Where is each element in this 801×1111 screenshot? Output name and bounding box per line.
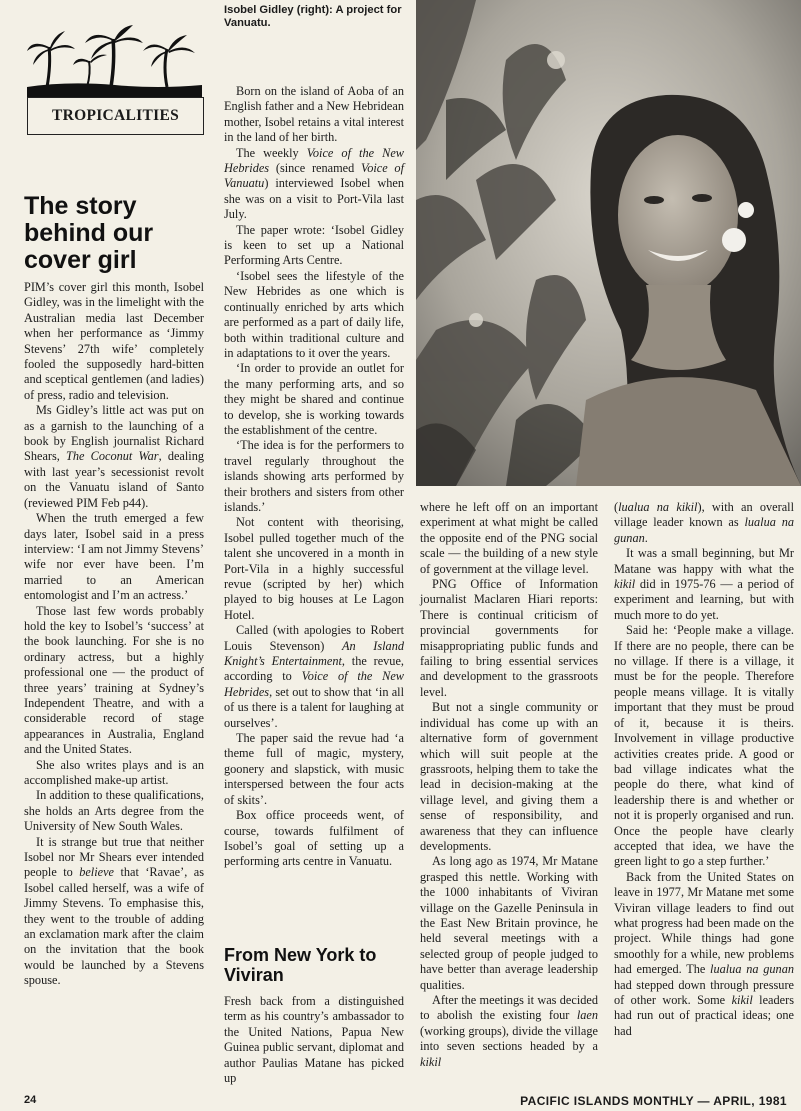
paragraph: Back from the United States on leave in 1977, Mr Matane met some Viviran village leaders to find out what progress had been made on the project. While things had gone smoothly for a while, new problems had emerged. The lualua na gunan had stepped down through pressure of other work. Some kikil leaders had run out of practical ideas; one had [614,869,794,1038]
palm-trees-icon [27,25,202,97]
story-headline-new-york: From New York to Viviran [224,945,377,985]
paragraph: Box office proceeds went, of course, towards fulfilment of Isobel’s goal of setting up a performing arts centre in Vanuatu. [224,808,404,869]
section-label-box [27,97,204,135]
story2-column-4 [614,500,794,1039]
paragraph: Not content with theorising, Isobel pulled together much of the talent she uncovered in a month in Port-Vila in a highly successful revue (scripted by her) which played to big houses at Le Lagon Hotel. [224,515,404,622]
paragraph: Those last few words probably hold the key to Isobel’s ‘success’ at the book launching. For she is no ordinary actress, but a highly professional one — the product of three years’ training at Sydney’s Independent Theatre, and with a considerable record of stage appearances in Australia, England and the United States. [24,603,204,757]
story-column-1 [24,280,204,989]
story2-column-3 [420,500,598,1070]
paragraph: She also writes plays and is an accomplished make-up artist. [24,757,204,787]
story2-column-2 [224,994,404,1086]
paragraph: When the truth emerged a few days later, Isobel said in a press interview: ‘I am not Jimmy Stevens’ wife nor ever have been. I’m married to an American entomologist and I’m an actress.’ [24,511,204,603]
paragraph: Said he: ‘People make a village. If there are no people, there can be no village. If there is a village, it must be for the people. Therefore people means village. It is vitally important that they must be proud of it, because it is theirs. Involvement in village productive activities creates pride. A good or bad village indicates what the people do there, what kind of leadership there is and whether or not it is properly organised and run. Once the people have clearly accepted that idea, we have the green light to go a step further.’ [614,623,794,869]
paragraph: PIM’s cover girl this month, Isobel Gidley, was in the limelight with the Australian media last December when her performance as ‘Jimmy Stevens’ 27th wife’ completely fooled the supposedly hard-bitten and sceptical gentlemen (and ladies) of press, radio and television. [24,280,204,402]
cover-girl-photo [416,0,801,486]
paragraph: In addition to these qualifications, she holds an Arts degree from the University of New South Wales. [24,788,204,834]
paragraph: The paper said the revue had ‘a theme full of magic, mystery, goonery and slapstick, with music interspersed between the four acts of skits’. [224,731,404,807]
paragraph: Ms Gidley’s little act was put on as a garnish to the launching of a book by English journalist Richard Shears, The Coconut War, dealing with last year’s secessionist revolt on the Vanuatu island of Santo (reviewed PIM Feb p44). [24,403,205,510]
story-column-2 [224,84,404,870]
paragraph: ‘Isobel sees the lifestyle of the New Hebrides as one which is continually enriched by arts which are performed as a part of daily life, both within traditional culture and in adaptations to it over the years. [224,268,404,360]
publication-line: PACIFIC ISLANDS MONTHLY — APRIL, 1981 [520,1094,787,1108]
paragraph: It is strange but true that neither Isobel nor Mr Shears ever intended people to believe that ‘Ravae’, as Isobel called herself, was a wife of Jimmy Stevens. To emphasise this, they went to the trouble of adding an exclamation mark after the claim on the invitation that the book would be launched by a Stevens spouse. [24,834,204,988]
paragraph: Born on the island of Aoba of an English father and a New Hebridean mother, Isobel retains a vital interest in the land of her birth. [224,84,404,145]
page-number: 24 [24,1094,37,1106]
paragraph: But not a single community or individual has come up with an alternative form of government which will suit people at the grassroots, helping them to take the lead in decision-making at the village level, and giving them a sense of responsibility, and awareness that they can influence developments. [420,700,598,853]
paragraph: As long ago as 1974, Mr Matane grasped this nettle. Working with the 1000 inhabitants of Viviran village on the Gazelle Peninsula in the East New Britain province, he held several meetings with a selected group of people judged to have better than average leadership qualities. [420,854,598,992]
paragraph: It was a small beginning, but Mr Matane was happy with what the kikil did in 1975-76 — a period of experiment and learning, but with much more to do yet. [614,546,794,622]
paragraph: PNG Office of Information journalist Maclaren Hiari reports: There is continual criticism of provincial governments for misappropriating public funds and failing to bring essential services and development to the grassroots level. [420,577,598,699]
photo-caption: Isobel Gidley (right): A project for Vanuatu. [224,4,402,29]
paragraph: ‘The idea is for the performers to travel regularly throughout the islands showing arts performed by their brothers and sisters from other islands.’ [224,438,404,514]
tropicalities-logo [27,25,204,137]
paragraph: Called (with apologies to Robert Louis Stevenson) An Island Knight’s Entertainment, the revue, according to Voice of the New Hebrides, set out to show that ‘in all of us there is a talent for laughing at ourselves’. [224,623,404,730]
paragraph: where he left off on an important experiment at what might be called the opposite end of the PNG social scale — the building of a new style of government at the village level. [420,500,598,576]
paragraph: Fresh back from a distinguished term as his country’s ambassador to the United Nations, Papua New Guinea public servant, diplomat and author Paulias Matane has picked up [224,994,404,1086]
story-headline-cover-girl: The story behind our cover girl [24,192,154,274]
paragraph: (lualua na kikil), with an overall village leader known as lualua na gunan. [614,500,794,545]
paragraph: The paper wrote: ‘Isobel Gidley is keen to set up a National Performing Arts Centre. [224,222,404,268]
section-label: TROPICALITIES [51,107,180,124]
paragraph: The weekly Voice of the New Hebrides (since renamed Voice of Vanuatu) interviewed Isobel when she was on a visit to Port-Vila last July. [224,145,404,222]
paragraph: After the meetings it was decided to abolish the existing four laen (working groups), divide the village into seven sections headed by a kikil [420,993,598,1069]
paragraph: ‘In order to provide an outlet for the many performing arts, and so they might be shared and continue to develop, she is working towards the establishment of the centre. [224,361,404,437]
